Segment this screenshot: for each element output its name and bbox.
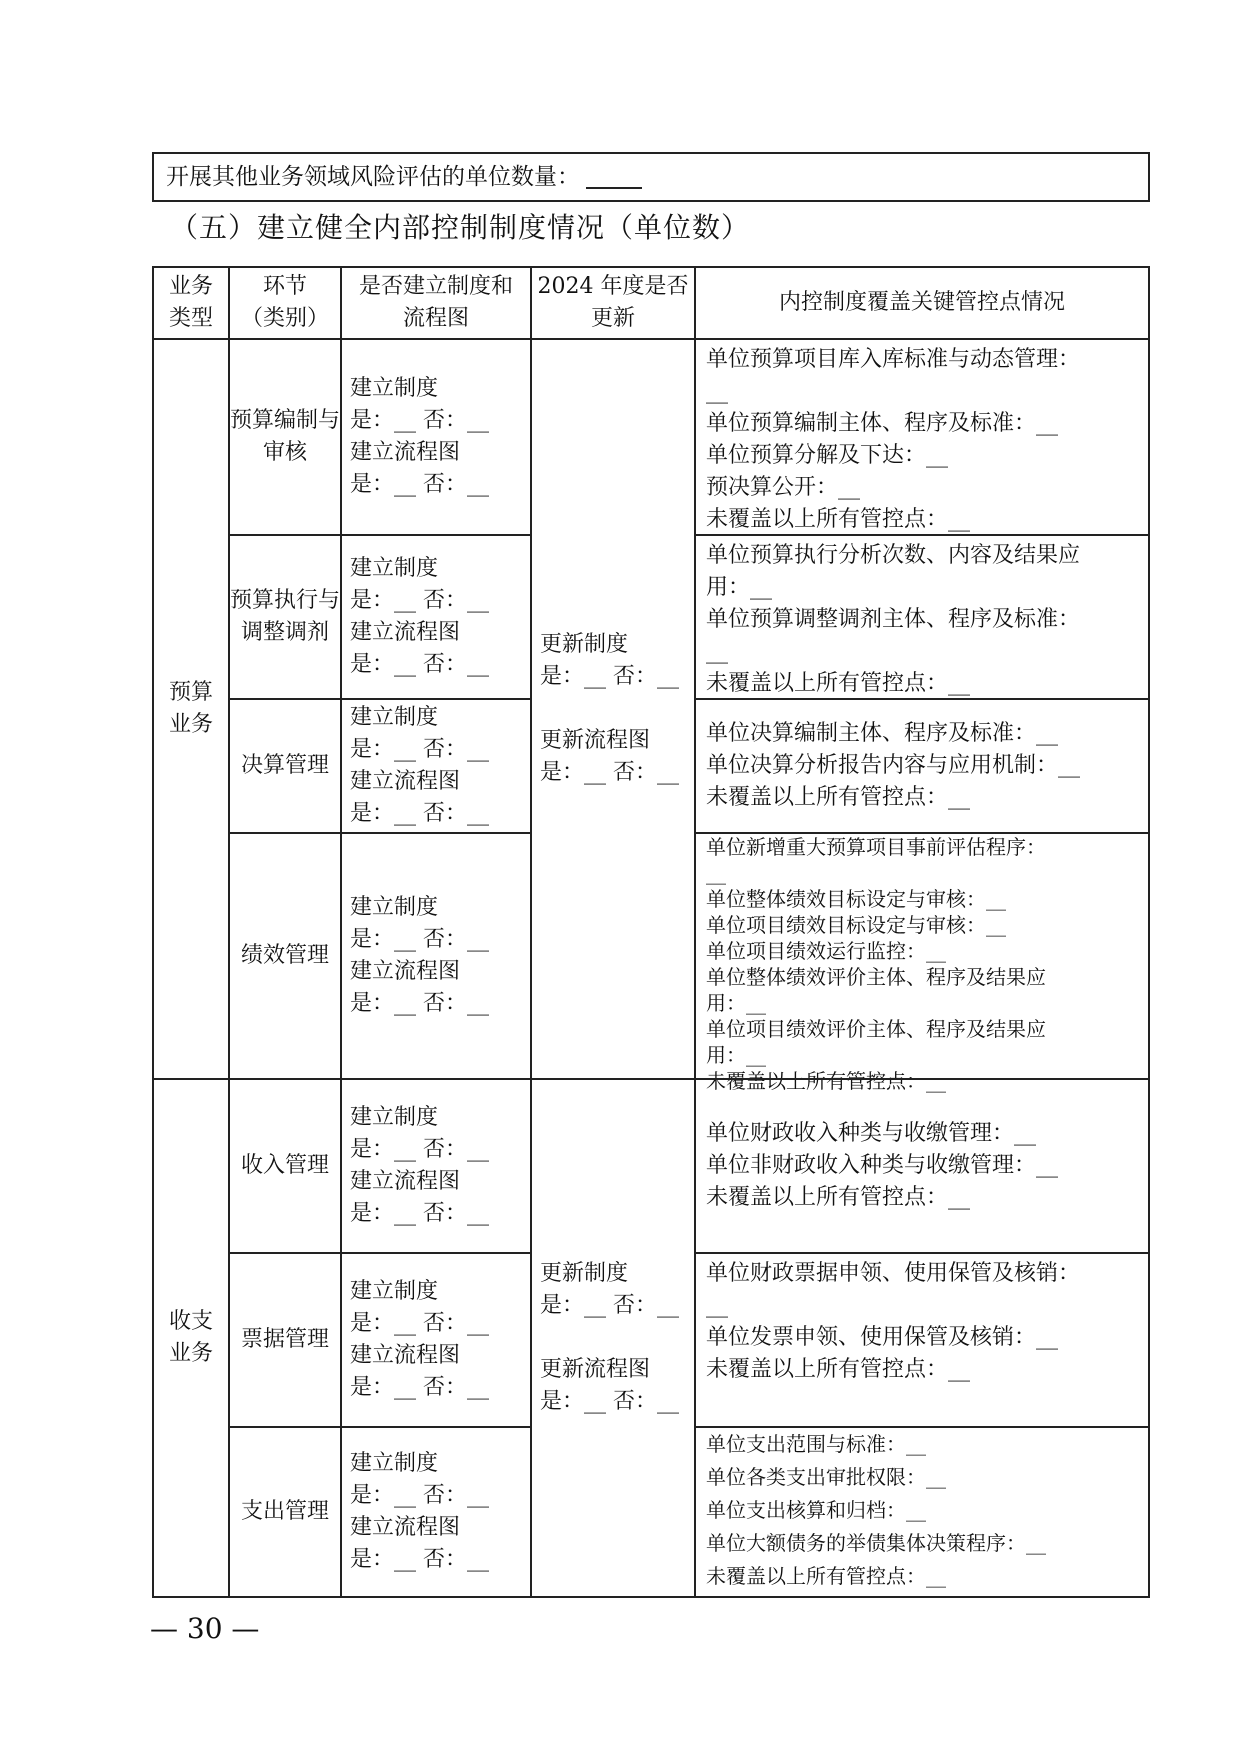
risk-assessment-blank[interactable] bbox=[586, 167, 642, 189]
link-bills: 票据管理 bbox=[228, 1252, 342, 1428]
coverage-budget-preparation bbox=[694, 338, 1150, 536]
header-established: 是否建立制度和 流程图 bbox=[340, 266, 532, 340]
coverage-text: 单位新增重大预算项目事前评估程序： __ 单位整体绩效目标设定与审核：__ 单位项目绩效目标设定与审核：__ 单位项目绩效运行监控：__ 单位整体绩效评价主体、程序及结果应 用：__ 单位项目绩效评价主体、程序及结果应 用：__ 未覆盖以上所有管控点：__ bbox=[706, 835, 1046, 1093]
coverage-text: 单位财政收入种类与收缴管理：__ 单位非财政收入种类与收缴管理：__ 未覆盖以上所有管控点：__ bbox=[706, 1121, 1059, 1210]
section-title: （五）建立健全内部控制制度情况（单位数） bbox=[170, 211, 751, 244]
established-status: 建立制度 是：__ 否：__ 建立流程图 是：__ 否：__ bbox=[350, 1105, 489, 1226]
update-status-revenue-expenditure: 更新制度 是：__ 否：__ 更新流程图 是：__ 否：__ bbox=[540, 1261, 679, 1414]
link-expenditure: 支出管理 bbox=[228, 1426, 342, 1598]
header-updated: 2024 年度是否 更新 bbox=[530, 266, 696, 340]
coverage-revenue bbox=[694, 1078, 1150, 1254]
header-link: 环节 （类别） bbox=[228, 266, 342, 340]
established-revenue bbox=[340, 1078, 532, 1254]
header-coverage: 内控制度覆盖关键管控点情况 bbox=[694, 266, 1150, 340]
internal-control-table bbox=[152, 266, 1150, 1598]
established-final-accounts bbox=[340, 698, 532, 834]
link-budget-execution: 预算执行与 调整调剂 bbox=[228, 534, 342, 700]
update-status-budget: 更新制度 是：__ 否：__ 更新流程图 是：__ 否：__ bbox=[540, 632, 679, 785]
risk-assessment-label: 开展其他业务领域风险评估的单位数量： bbox=[166, 164, 580, 190]
established-budget-execution bbox=[340, 534, 532, 700]
group-update-revenue-expenditure bbox=[530, 1078, 696, 1598]
group-update-budget bbox=[530, 338, 696, 1080]
coverage-text: 单位预算执行分析次数、内容及结果应 用：__ 单位预算调整调剂主体、程序及标准： __ 未覆盖以上所有管控点：__ bbox=[706, 543, 1081, 696]
established-bills bbox=[340, 1252, 532, 1428]
coverage-text: 单位预算项目库入库标准与动态管理： __ 单位预算编制主体、程序及标准：__ 单位预算分解及下达：__ 预决算公开：__ 未覆盖以上所有管控点：__ bbox=[706, 347, 1081, 532]
group-type-revenue-expenditure: 收支 业务 bbox=[152, 1078, 230, 1598]
link-budget-preparation: 预算编制与 审核 bbox=[228, 338, 342, 536]
coverage-text: 单位决算编制主体、程序及标准：__ 单位决算分析报告内容与应用机制：__ 未覆盖以上所有管控点：__ bbox=[706, 721, 1081, 810]
link-final-accounts: 决算管理 bbox=[228, 698, 342, 834]
coverage-final-accounts bbox=[694, 698, 1150, 834]
coverage-bills bbox=[694, 1252, 1150, 1428]
group-type-budget: 预算 业务 bbox=[152, 338, 230, 1080]
established-status: 建立制度 是：__ 否：__ 建立流程图 是：__ 否：__ bbox=[350, 376, 489, 497]
link-performance: 绩效管理 bbox=[228, 832, 342, 1080]
coverage-performance bbox=[694, 832, 1150, 1093]
coverage-text: 单位财政票据申领、使用保管及核销： __ 单位发票申领、使用保管及核销：__ 未覆盖以上所有管控点：__ bbox=[706, 1261, 1081, 1382]
risk-assessment-count-line bbox=[152, 152, 1150, 202]
established-budget-preparation bbox=[340, 338, 532, 536]
coverage-expenditure bbox=[694, 1426, 1150, 1598]
established-status: 建立制度 是：__ 否：__ 建立流程图 是：__ 否：__ bbox=[350, 895, 489, 1016]
established-status: 建立制度 是：__ 否：__ 建立流程图 是：__ 否：__ bbox=[350, 1279, 489, 1400]
established-performance bbox=[340, 832, 532, 1080]
established-expenditure bbox=[340, 1426, 532, 1598]
header-type: 业务 类型 bbox=[152, 266, 230, 340]
page-number: — 30 — bbox=[150, 1612, 260, 1645]
established-status: 建立制度 是：__ 否：__ 建立流程图 是：__ 否：__ bbox=[350, 1451, 489, 1572]
established-status: 建立制度 是：__ 否：__ 建立流程图 是：__ 否：__ bbox=[350, 556, 489, 677]
established-status: 建立制度 是：__ 否：__ 建立流程图 是：__ 否：__ bbox=[350, 705, 489, 826]
coverage-text: 单位支出范围与标准：__ 单位各类支出审批权限：__ 单位支出核算和归档：__ 单位大额债务的举债集体决策程序：__ 未覆盖以上所有管控点：__ bbox=[706, 1432, 1046, 1588]
coverage-budget-execution bbox=[694, 534, 1150, 700]
link-revenue: 收入管理 bbox=[228, 1078, 342, 1254]
